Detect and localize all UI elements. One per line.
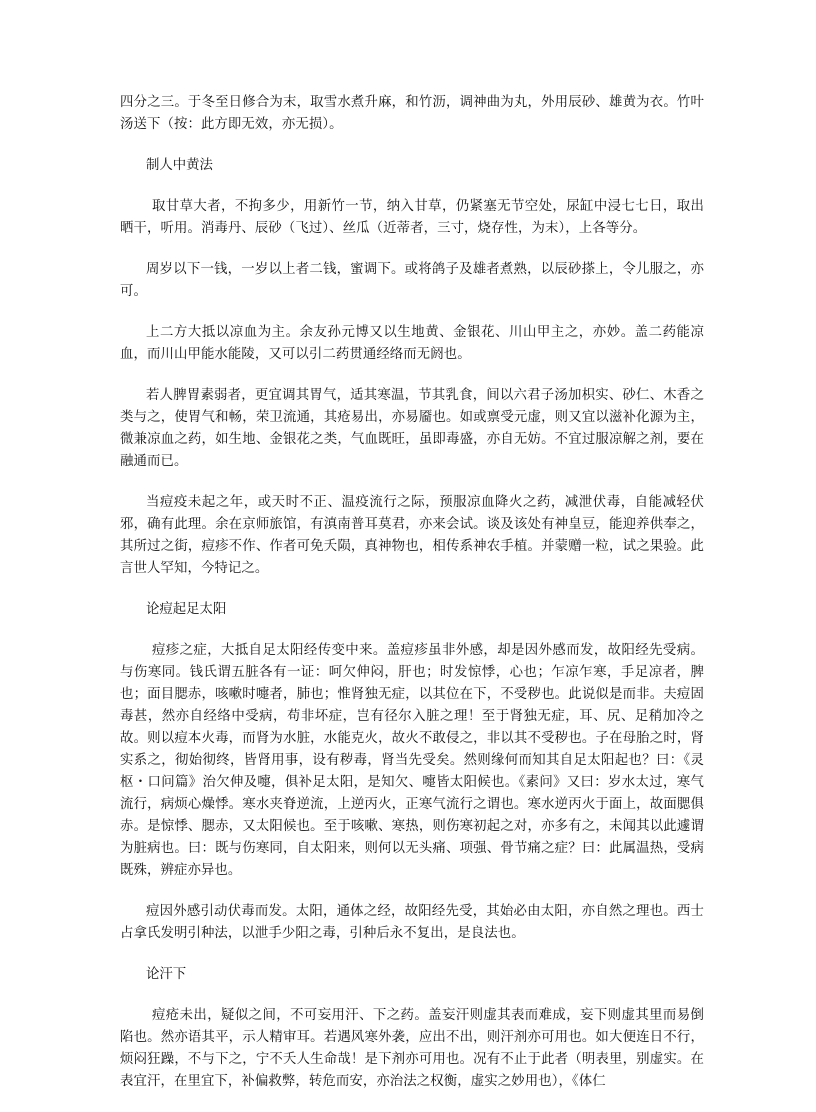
paragraph: 上二方大抵以凉血为主。余友孙元博又以生地黄、金银花、川山甲主之，亦妙。盖二药能凉血，而川山甲能水能陵，又可以引二药贯通经络而无阏也。: [120, 325, 704, 362]
section-heading-taiyang: 论痘起足太阳: [146, 602, 227, 617]
paragraph: 取甘草大者，不拘多少，用新竹一节，纳入甘草，仍紧塞无节空处，尿缸中浸七七日，取出晒干，听用。消毒丹、辰砂（飞过）、丝瓜（近蒂者，三寸，烧存性，为末），上各等分。: [120, 199, 704, 236]
paragraph: 痘疮未出，疑似之间，不可妄用汗、下之药。盖妄汗则虚其表而难成，妄下则虚其里而易倒陷也。然亦语其平，示人精审耳。若遇风寒外袭，应出不出，则汗剂亦可用也。如大便连日不行，烦闷狂躁，不与下之，宁不夭人生命哉！是下剂亦可用也。况有不止于此者（明表里，别虚实。在表宜汗，在里宜下，补偏救弊，转危而安，亦治法之权衡，虚实之妙用也），《体仁: [120, 1008, 704, 1089]
paragraph: 痘疹之症，大抵自足太阳经传变中来。盖痘疹虽非外感，却是因外感而发，故阳经先受病。与伤寒同。钱氏谓五脏各有一证：呵欠伸闷，肝也；时发惊悸，心也；乍凉乍寒，手足凉者，脾也；面目腮赤，咳嗽时嚏者，肺也；惟肾独无症，以其位在下，不受秽也。此说似是而非。夫痘固毒甚，然亦自经络中受病，苟非坏症，岂有径尔入脏之理！至于肾独无症，耳、尻、足稍加冷之故。则以痘本火毒，而肾为水脏，水能克火，故火不敢侵之，非以其不受秽也。子在母胎之时，肾实系之，彻始彻终，皆肾用事，设有秽毒，肾当先受矣。然则缘何而知其自足太阳起也？曰：《灵枢・口问篇》治欠伸及嚏，俱补足太阳，是知欠、嚏皆太阳候也。《素问》又曰：岁水太过，寒气流行，病烦心燥悸。寒水夹脊逆流，上逆丙火，正寒气流行之谓也。寒水逆丙火于面上，故面腮俱赤。是惊悸、腮赤，又太阳候也。至于咳嗽、寒热，则伤寒初起之对，亦多有之，未闻其以此遽谓为脏病也。曰：既与伤寒同，自太阳来，则何以无头痛、项强、骨节痛之症？曰：此属温热，受病既殊，辨症亦异也。: [120, 643, 704, 878]
paragraph: 痘因外感引动伏毒而发。太阳，通体之经，故阳经先受，其始必由太阳，亦自然之理也。西士占拿氏发明引种法，以泄手少阳之毒，引种后永不复出，是良法也。: [120, 904, 704, 941]
paragraph-continued: 四分之三。于冬至日修合为末，取雪水煮升麻，和竹沥，调神曲为丸，外用辰砂、雄黄为衣。竹叶汤送下（按：此方即无效，亦无损）。: [120, 95, 704, 132]
document-page: [120, 92, 704, 1112]
section-heading-hanxia: 论汗下: [146, 967, 187, 982]
paragraph: 当痘疫未起之年，或天时不正、温疫流行之际，预服凉血降火之药，减泄伏毒，自能减轻伏邪，确有此理。余在京师旅馆，有滇南普耳莫君，亦来会试。谈及该处有神皇豆，能迎养供奉之，其所过之街，痘疹不作、作者可免夭陨，真神物也，相传系神农手植。并蒙赠一粒，试之果验。此言世人罕知，今特记之。: [120, 495, 704, 576]
section-heading-renzhonghuang: 制人中黄法: [146, 158, 213, 173]
paragraph: 周岁以下一钱，一岁以上者二钱，蜜调下。或将鸽子及雄者煮熟，以辰砂搽上，令儿服之，亦可。: [120, 262, 704, 299]
paragraph: 若人脾胃素弱者，更宜调其胃气，适其寒温，节其乳食，间以六君子汤加枳实、砂仁、木香之类与之，使胃气和畅，荣卫流通，其疮易出，亦易靥也。如或禀受元虚，则又宜以滋补化源为主，微兼凉血之药，如生地、金银花之类，气血既旺，虽即毒盛，亦自无妨。不宜过服凉解之剂，要在融通而已。: [120, 388, 704, 469]
